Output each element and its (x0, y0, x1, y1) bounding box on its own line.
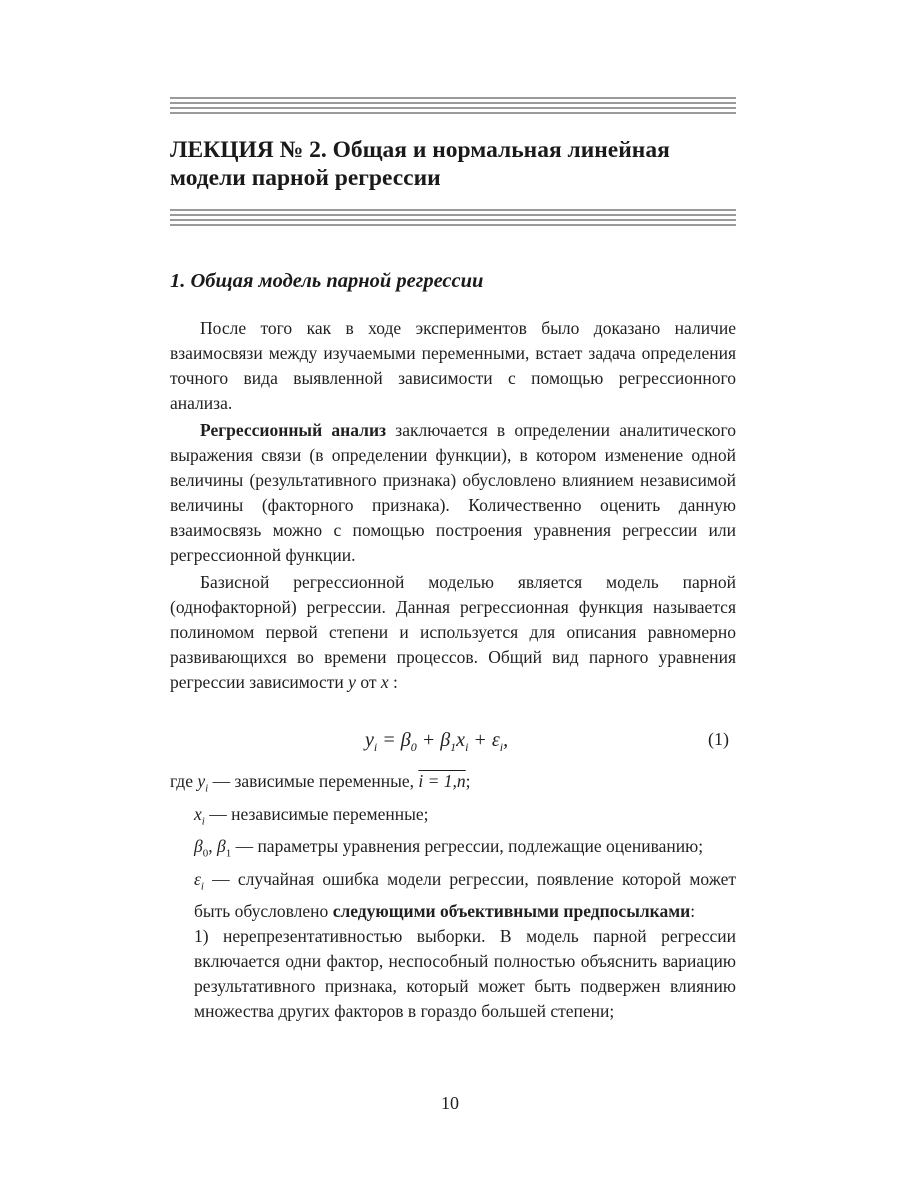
def-eps-end: : (690, 901, 696, 921)
definition-y (170, 769, 736, 802)
chapter-title-line1: ЛЕКЦИЯ № 2. Общая и нормальная линейная (170, 137, 670, 163)
def-beta-sep: , (208, 836, 217, 856)
def-beta1-symbol: β (216, 836, 226, 856)
premise-1: 1) нерепрезентативностью выборки. В модель парной регрессии включается одни фактор, неспособный полностью объяснить вариацию результативного признака, который может быть подвержен влиянию множества других факторов в гораздо большей степени; (194, 926, 736, 1021)
paragraph-3-text (170, 570, 736, 695)
def-y-end: ; (465, 771, 471, 791)
def-eps-bold: следующими объективными предпосылками (332, 901, 691, 921)
def-y-symbol: y (197, 771, 206, 791)
eq-beta0: β (400, 729, 411, 751)
paragraph-2-rest: заключается в определении аналитического выражения связи (в определении функции), в котором изменение одной величины (результативного признака) обусловлено влиянием независимой величины (факторного признака). Количественно оценить данную взаимосвязь можно с помощью построения уравнения регрессии или регрессионной функции. (170, 420, 736, 565)
def-beta-text: — параметры уравнения регрессии, подлежащие оцениванию; (231, 836, 704, 856)
eq-sub-1: 1 (450, 740, 457, 754)
equation-number: (1) (708, 729, 729, 749)
paragraph-2-text (170, 418, 736, 568)
def-x-sub: i (201, 815, 205, 827)
def-beta1-sub: 1 (225, 847, 232, 860)
regression-equation (365, 729, 508, 755)
paragraph-3-main: Базисной регрессионной моделью является модель парной (однофакторной) регрессии. Данная регрессионная функция называется полиномом первой степени и используется для описания равномерно развивающихся во времени процессов. Общий вид парного уравнения регрессии зависимости (170, 572, 736, 692)
eq-beta1: β (440, 729, 451, 751)
var-x: x (380, 672, 389, 692)
eq-sub-i-x: i (465, 740, 469, 754)
definition-x (170, 802, 736, 835)
def-x-symbol: x (194, 803, 202, 824)
def-beta0-sub: 0 (202, 847, 209, 860)
eq-sub-i: i (373, 740, 378, 754)
chapter-title-line2: модели парной регрессии (170, 165, 441, 191)
eq-equals: = (377, 729, 401, 751)
eq-plus-1: + (416, 729, 441, 751)
section-title: 1. Общая модель парной регрессии (170, 270, 484, 292)
def-where: где (170, 771, 198, 791)
eq-comma: , (503, 729, 509, 751)
variable-definitions (170, 769, 736, 1024)
paragraph-1-text: После того как в ходе экспериментов было доказано наличие взаимосвязи между изучаемыми переменными, встает задача определения точного вида выявленной зависимости с помощью регрессионного анализа. (170, 318, 736, 413)
paragraph-3 (170, 570, 736, 701)
paragraph-3-mid: от (355, 672, 381, 692)
eq-y: y (365, 729, 374, 751)
definition-beta (170, 834, 736, 867)
page-number: 10 (441, 1093, 459, 1113)
eq-sub-0: 0 (410, 740, 417, 754)
paragraph-3-end: : (388, 672, 398, 692)
term-regression-analysis: Регрессионный анализ (200, 420, 387, 440)
def-eps-symbol: ε (194, 868, 201, 889)
def-eps-sub: i (200, 880, 204, 892)
eq-x: x (456, 729, 466, 751)
def-x-text: — независимые переменные; (204, 803, 429, 824)
def-beta0-symbol: β (194, 836, 203, 856)
definition-epsilon (170, 867, 736, 925)
def-y-text: — зависимые переменные, (208, 771, 419, 791)
top-decorative-rules (170, 97, 736, 117)
def-range: i = 1,n (418, 771, 466, 791)
def-eps-text: — случайная ошибка модели регрессии, появление которой может быть обусловлено (194, 868, 736, 921)
paragraph-1 (170, 316, 736, 422)
paragraph-2 (170, 418, 736, 574)
eq-sub-i-eps: i (499, 740, 504, 754)
def-y-sub: i (205, 782, 209, 795)
chapter-title (170, 136, 740, 192)
bottom-decorative-rules (170, 209, 736, 229)
eq-plus-2: + (468, 729, 492, 751)
eq-epsilon: ε (491, 729, 500, 751)
var-y: y (348, 672, 356, 692)
